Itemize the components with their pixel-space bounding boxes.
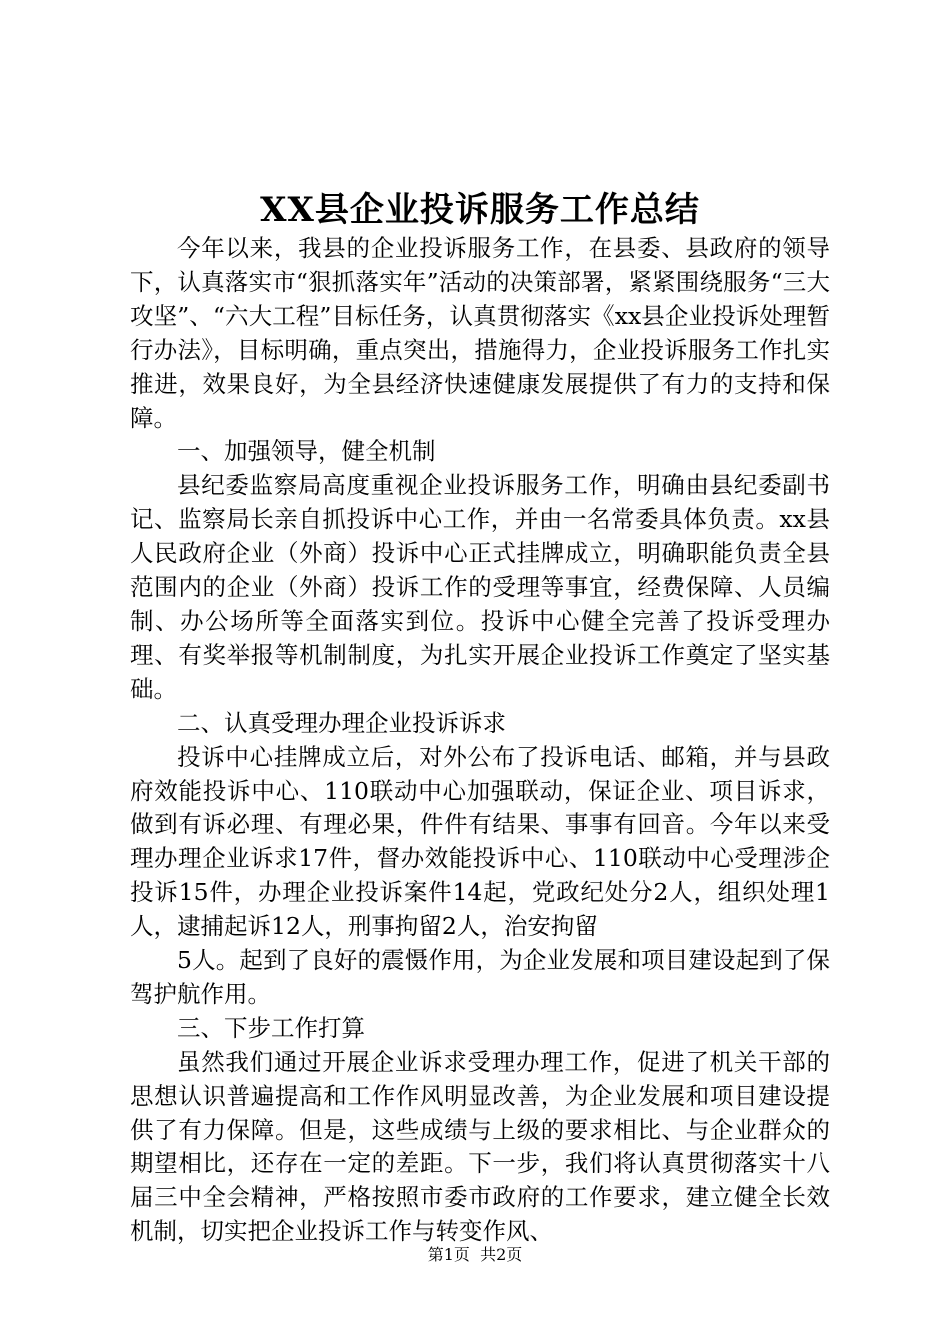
document-body (130, 232, 830, 1249)
page-total: 共2页 (480, 1245, 523, 1264)
page-footer (0, 1244, 950, 1266)
paragraph-section-2-continued: 5人。起到了良好的震慑作用，为企业发展和项目建设起到了保驾护航作用。 (130, 946, 830, 1008)
page-number: 第1页 (427, 1245, 470, 1264)
paragraph-section-2: 投诉中心挂牌成立后，对外公布了投诉电话、邮箱，并与县政府效能投诉中心、110联动中心加强联动，保证企业、项目诉求，做到有诉必理、有理必果，件件有结果、事事有回音。今年以来受理办理企业诉求17件，督办效能投诉中心、110联动中心受理涉企投诉15件，办理企业投诉案件14起，党政纪处分2人，组织处理1人，逮捕起诉12人，刑事拘留2人，治安拘留 (130, 742, 830, 941)
section-heading-2: 二、认真受理办理企业投诉诉求 (177, 708, 506, 737)
document-title: XX县企业投诉服务工作总结 (260, 190, 700, 230)
paragraph-intro: 今年以来，我县的企业投诉服务工作，在县委、县政府的领导下，认真落实市“狠抓落实年”活动的决策部署，紧紧围绕服务“三大攻坚”、“六大工程”目标任务，认真贯彻落实《xx县企业投诉处理暂行办法》，目标明确，重点突出，措施得力，企业投诉服务工作扎实推进，效果良好，为全县经济快速健康发展提供了有力的支持和保障。 (130, 234, 830, 432)
paragraph-section-3: 虽然我们通过开展企业诉求受理办理工作，促进了机关干部的思想认识普遍提高和工作作风明显改善，为企业发展和项目建设提供了有力保障。但是，这些成绩与上级的要求相比、与企业群众的期望相比，还存在一定的差距。下一步，我们将认真贯彻落实十八届三中全会精神，严格按照市委市政府的工作要求，建立健全长效机制，切实把企业投诉工作与转变作风、 (130, 1047, 830, 1246)
footer-separator (470, 1245, 480, 1264)
section-heading-1: 一、加强领导，健全机制 (177, 437, 436, 466)
section-heading-3: 三、下步工作打算 (177, 1013, 365, 1042)
paragraph-section-1: 县纪委监察局高度重视企业投诉服务工作，明确由县纪委副书记、监察局长亲自抓投诉中心工作，并由一名常委具体负责。xx县人民政府企业（外商）投诉中心正式挂牌成立，明确职能负责全县范围内的企业（外商）投诉工作的受理等事宜，经费保障、人员编制、办公场所等全面落实到位。投诉中心健全完善了投诉受理办理、有奖举报等机制制度，为扎实开展企业投诉工作奠定了坚实基础。 (130, 471, 830, 703)
